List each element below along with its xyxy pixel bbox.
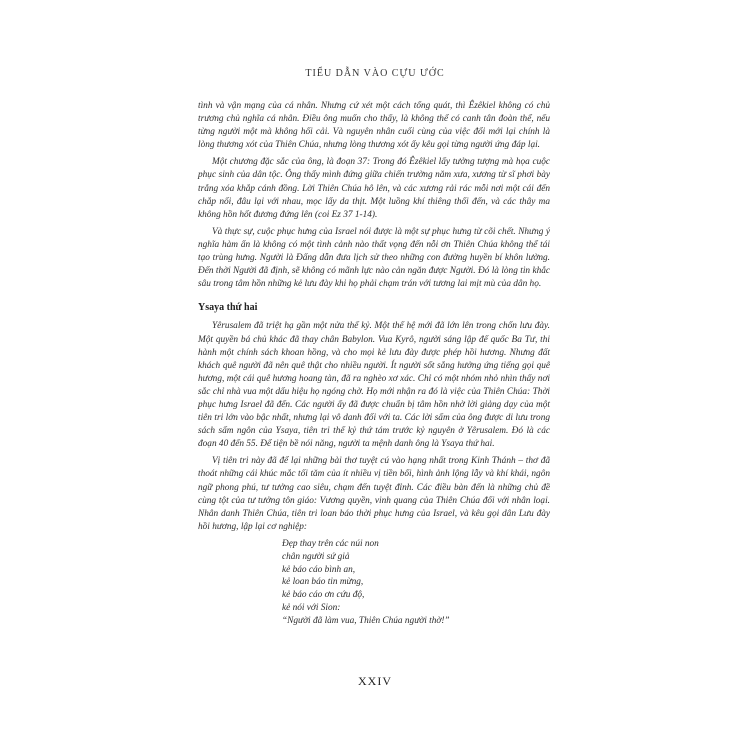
poem-line: kẻ báo cáo ơn cứu độ,: [282, 590, 365, 601]
page-number: XXIV: [358, 674, 392, 688]
poem-line: Đẹp thay trên các núi non: [282, 538, 379, 549]
body-text: [198, 100, 550, 627]
poem-line: kẻ nói với Sion:: [282, 602, 341, 613]
paragraph-3: Và thực sự, cuộc phục hưng của Israel nói được là một sự phục hưng từ cõi chết. Nhưng ý nghĩa hàm ẩn là không có một tình cảnh nào thất vọng đến nỗi ơn Thiên Chúa không thể tái tạo trùng hưng. Người là Đấng dẫn đưa lịch sử theo những con đường huyền bí khôn lường. Đến thời Người đã định, sẽ không có mãnh lực nào cản ngăn được Người. Đó là lòng tin khắc sâu trong tâm hồn những kẻ lưu đày khi họ phải chạm trán với tương lai mịt mù của dân họ.: [198, 226, 550, 290]
running-head: TIỂU DẪN VÀO CỰU ƯỚC: [305, 68, 445, 79]
section-paragraph-1: Yêrusalem đã triệt hạ gần một nửa thế kỷ. Một thế hệ mới đã lớn lên trong chốn lưu đày. Một quyền bá chủ khác đã thay chân Babylon. Vua Kyrô, người sáng lập đế quốc Ba Tư, thi hành một chính sách khoan hồng, và cho mọi kẻ lưu đày được phép hồi hương. Nhưng đất khách quê người đã nên quê thật cho nhiều người. Ít người sốt sắng hưởng ứng tiếng gọi quê hương, một cái quê hương hoang tàn, đã ra nghèo xơ xác. Chỉ có một nhóm nhỏ nhìn thấy nơi sắc chỉ nhà vua một dấu hiệu họ ngóng chờ. Họ mới nhận ra đó là việc của Thiên Chúa: Thời phục hưng Israel đã đến. Các người ấy đã được chuẩn bị tâm hồn nhờ lời giảng dạy của một tiên tri lớn vào bậc nhất, nhưng lại vô danh đối với ta. Các lời sấm của ông được di lưu trong sách sấm ngôn của Ysaya, tiên tri thế kỷ thứ tám trước kỷ nguyên ở Yêrusalem. Đó là các đoạn 40 đến 55. Để tiện bề nói năng, người ta mệnh danh ông là Ysaya thứ hai.: [198, 321, 550, 450]
paragraph-1: tình và vận mạng của cá nhân. Nhưng cứ xét một cách tổng quát, thì Êzêkiel không có chủ trương chủ nghĩa cá nhân. Điều ông muốn cho thấy, là không thể có canh tân đoàn thể, nếu từng người một mà không hối cải. Và nguyên nhân cuối cùng của việc đổi mới lại chính là lòng thương xót của Thiên Chúa, nhưng lòng thương xót ấy kêu gọi từng người ứng đáp lại.: [198, 101, 550, 151]
poem-line: “Người đã làm vua, Thiên Chúa người thờ!”: [282, 615, 450, 626]
section-heading: Ysaya thứ hai: [198, 302, 258, 314]
paragraph-2: Một chương đặc sắc của ông, là đoạn 37: Trong đó Êzêkiel lấy tưởng tượng mà họa cuộc phục sinh của dân tộc. Ông thấy mình đứng giữa chiến trường năm xưa, xương từ sĩ phơi bày trắng xóa khắp cánh đồng. Lời Thiên Chúa hô lên, và các xương rải rác mỗi nơi một cái đến chắp nối, đâu lại với nhau, mọc lấy da thịt. Một luồng khí thiêng thổi đến, và các thây ma không hồn hốt đương đứng lên (coi Ez 37 1-14).: [198, 157, 550, 220]
poem-line: chân người sứ giả: [282, 551, 350, 562]
poem-line: kẻ loan báo tin mừng,: [282, 577, 364, 588]
poem-line: kẻ báo cáo bình an,: [282, 564, 356, 575]
section-paragraph-2: Vị tiên tri này đã để lại những bài thơ tuyệt cú vào hạng nhất trong Kinh Thánh – thơ đã thoát những cái khúc mắc tối tăm của ít nhiều vị tiền bối, hình ảnh lộng lẫy và khí khái, ngôn ngữ phong phú, tư tưởng cao siêu, chạm đến tuyệt đỉnh. Các điều bàn đến là những chủ đề cùng tột của tư tưởng tôn giáo: Vương quyền, vinh quang của Thiên Chúa đối với nhân loại. Nhân danh Thiên Chúa, tiên tri loan báo thời phục hưng của Israel, và kêu gọi dân Lưu đày hồi hương, lập lại cơ nghiệp:: [198, 456, 550, 532]
poem: [282, 538, 550, 628]
